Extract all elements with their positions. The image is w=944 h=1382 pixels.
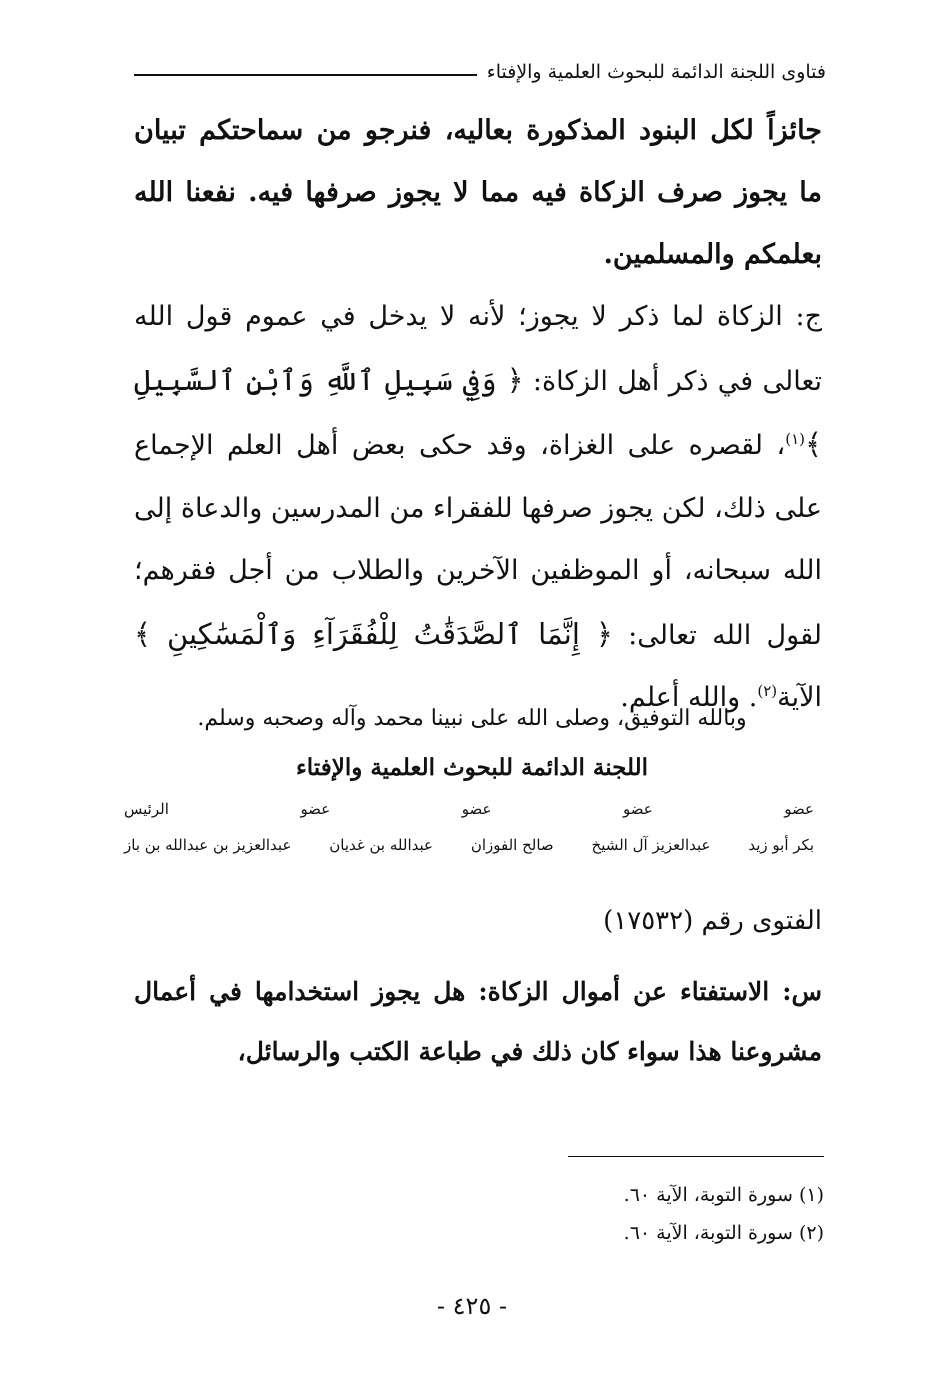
role-president: الرئيس	[124, 800, 169, 818]
footnotes	[324, 1176, 824, 1252]
answer-text-4: . والله أعلم.	[620, 682, 758, 713]
closing-line: وبالله التوفيق، وصلى الله على نبينا محمد وآله وصحبه وسلم.	[197, 706, 747, 731]
footnote-mark-1[interactable]: (١)	[785, 430, 805, 448]
role-member: عضو	[461, 800, 492, 818]
footnote-1: (١) سورة التوبة، الآية ٦٠.	[623, 1184, 824, 1206]
role-member: عضو	[623, 800, 653, 818]
quran-verse-1: ﴿ وَفِي سَبِيلِ ٱللَّهِ وَٱبْنِ ٱلسَّبِيلِ ﴾	[134, 362, 822, 461]
answer-text-1: ج: الزكاة لما ذكر لا يجوز؛ لأنه لا يدخل في عموم قول الله تعالى في ذكر أهل الزكاة:	[134, 301, 823, 397]
quran-verse-2: ﴿ إِنَّمَا ٱلصَّدَقَٰتُ لِلْفُقَرَآءِ وَٱلْمَسَٰكِينِ ﴾	[134, 616, 613, 651]
signatory-name: صالح الفوزان	[470, 836, 554, 854]
header-rule	[134, 74, 477, 76]
fatwa-title: الفتوى رقم (١٧٥٣٢)	[603, 906, 822, 936]
role-member: عضو	[300, 800, 331, 818]
answer-text-2: ، لقصره على الغزاة، وقد حكى بعض أهل العلم الإجماع على ذلك، لكن يجوز صرفها للفقراء من المدرسين والدعاة إلى الله سبحانه، أو الموظفين الآخرين والطلاب من أجل فقرهم؛ لقول الله تعالى:	[134, 430, 823, 651]
footnote-mark-2[interactable]: (٢)	[757, 682, 778, 700]
signatory-name: بكر أبو زيد	[748, 836, 814, 854]
signatory-name: عبدالعزيز بن عبدالله بن باز	[124, 836, 292, 854]
answer-text-3: الآية	[777, 682, 822, 713]
signatory-name: عبدالله بن غديان	[329, 836, 433, 854]
footnote-rule	[568, 1156, 824, 1157]
answer-paragraph	[134, 286, 822, 730]
page-number: - ٤٢٥ -	[436, 1292, 508, 1320]
signatory-name: عبدالعزيز آل الشيخ	[591, 836, 711, 854]
footnote-2: (٢) سورة التوبة، الآية ٦٠.	[623, 1222, 824, 1244]
signatory-roles	[124, 800, 814, 818]
question-continuation: جائزاً لكل البنود المذكورة بعاليه، فنرجو من سماحتكم تبيان ما يجوز صرف الزكاة فيه مما لا يجوز صرفها فيه. نفعنا الله بعلمكم والمسلمين.	[134, 115, 822, 270]
running-title: فتاوى اللجنة الدائمة للبحوث العلمية والإفتاء	[486, 61, 826, 83]
role-member: عضو	[784, 800, 814, 818]
next-question: س: الاستفتاء عن أموال الزكاة: هل يجوز استخدامها في أعمال مشروعنا هذا سواء كان ذلك في طباعة الكتب والرسائل،	[134, 977, 822, 1066]
running-header	[134, 54, 826, 90]
committee-name: اللجنة الدائمة للبحوث العلمية والإفتاء	[295, 754, 649, 781]
signatory-names	[124, 836, 814, 854]
